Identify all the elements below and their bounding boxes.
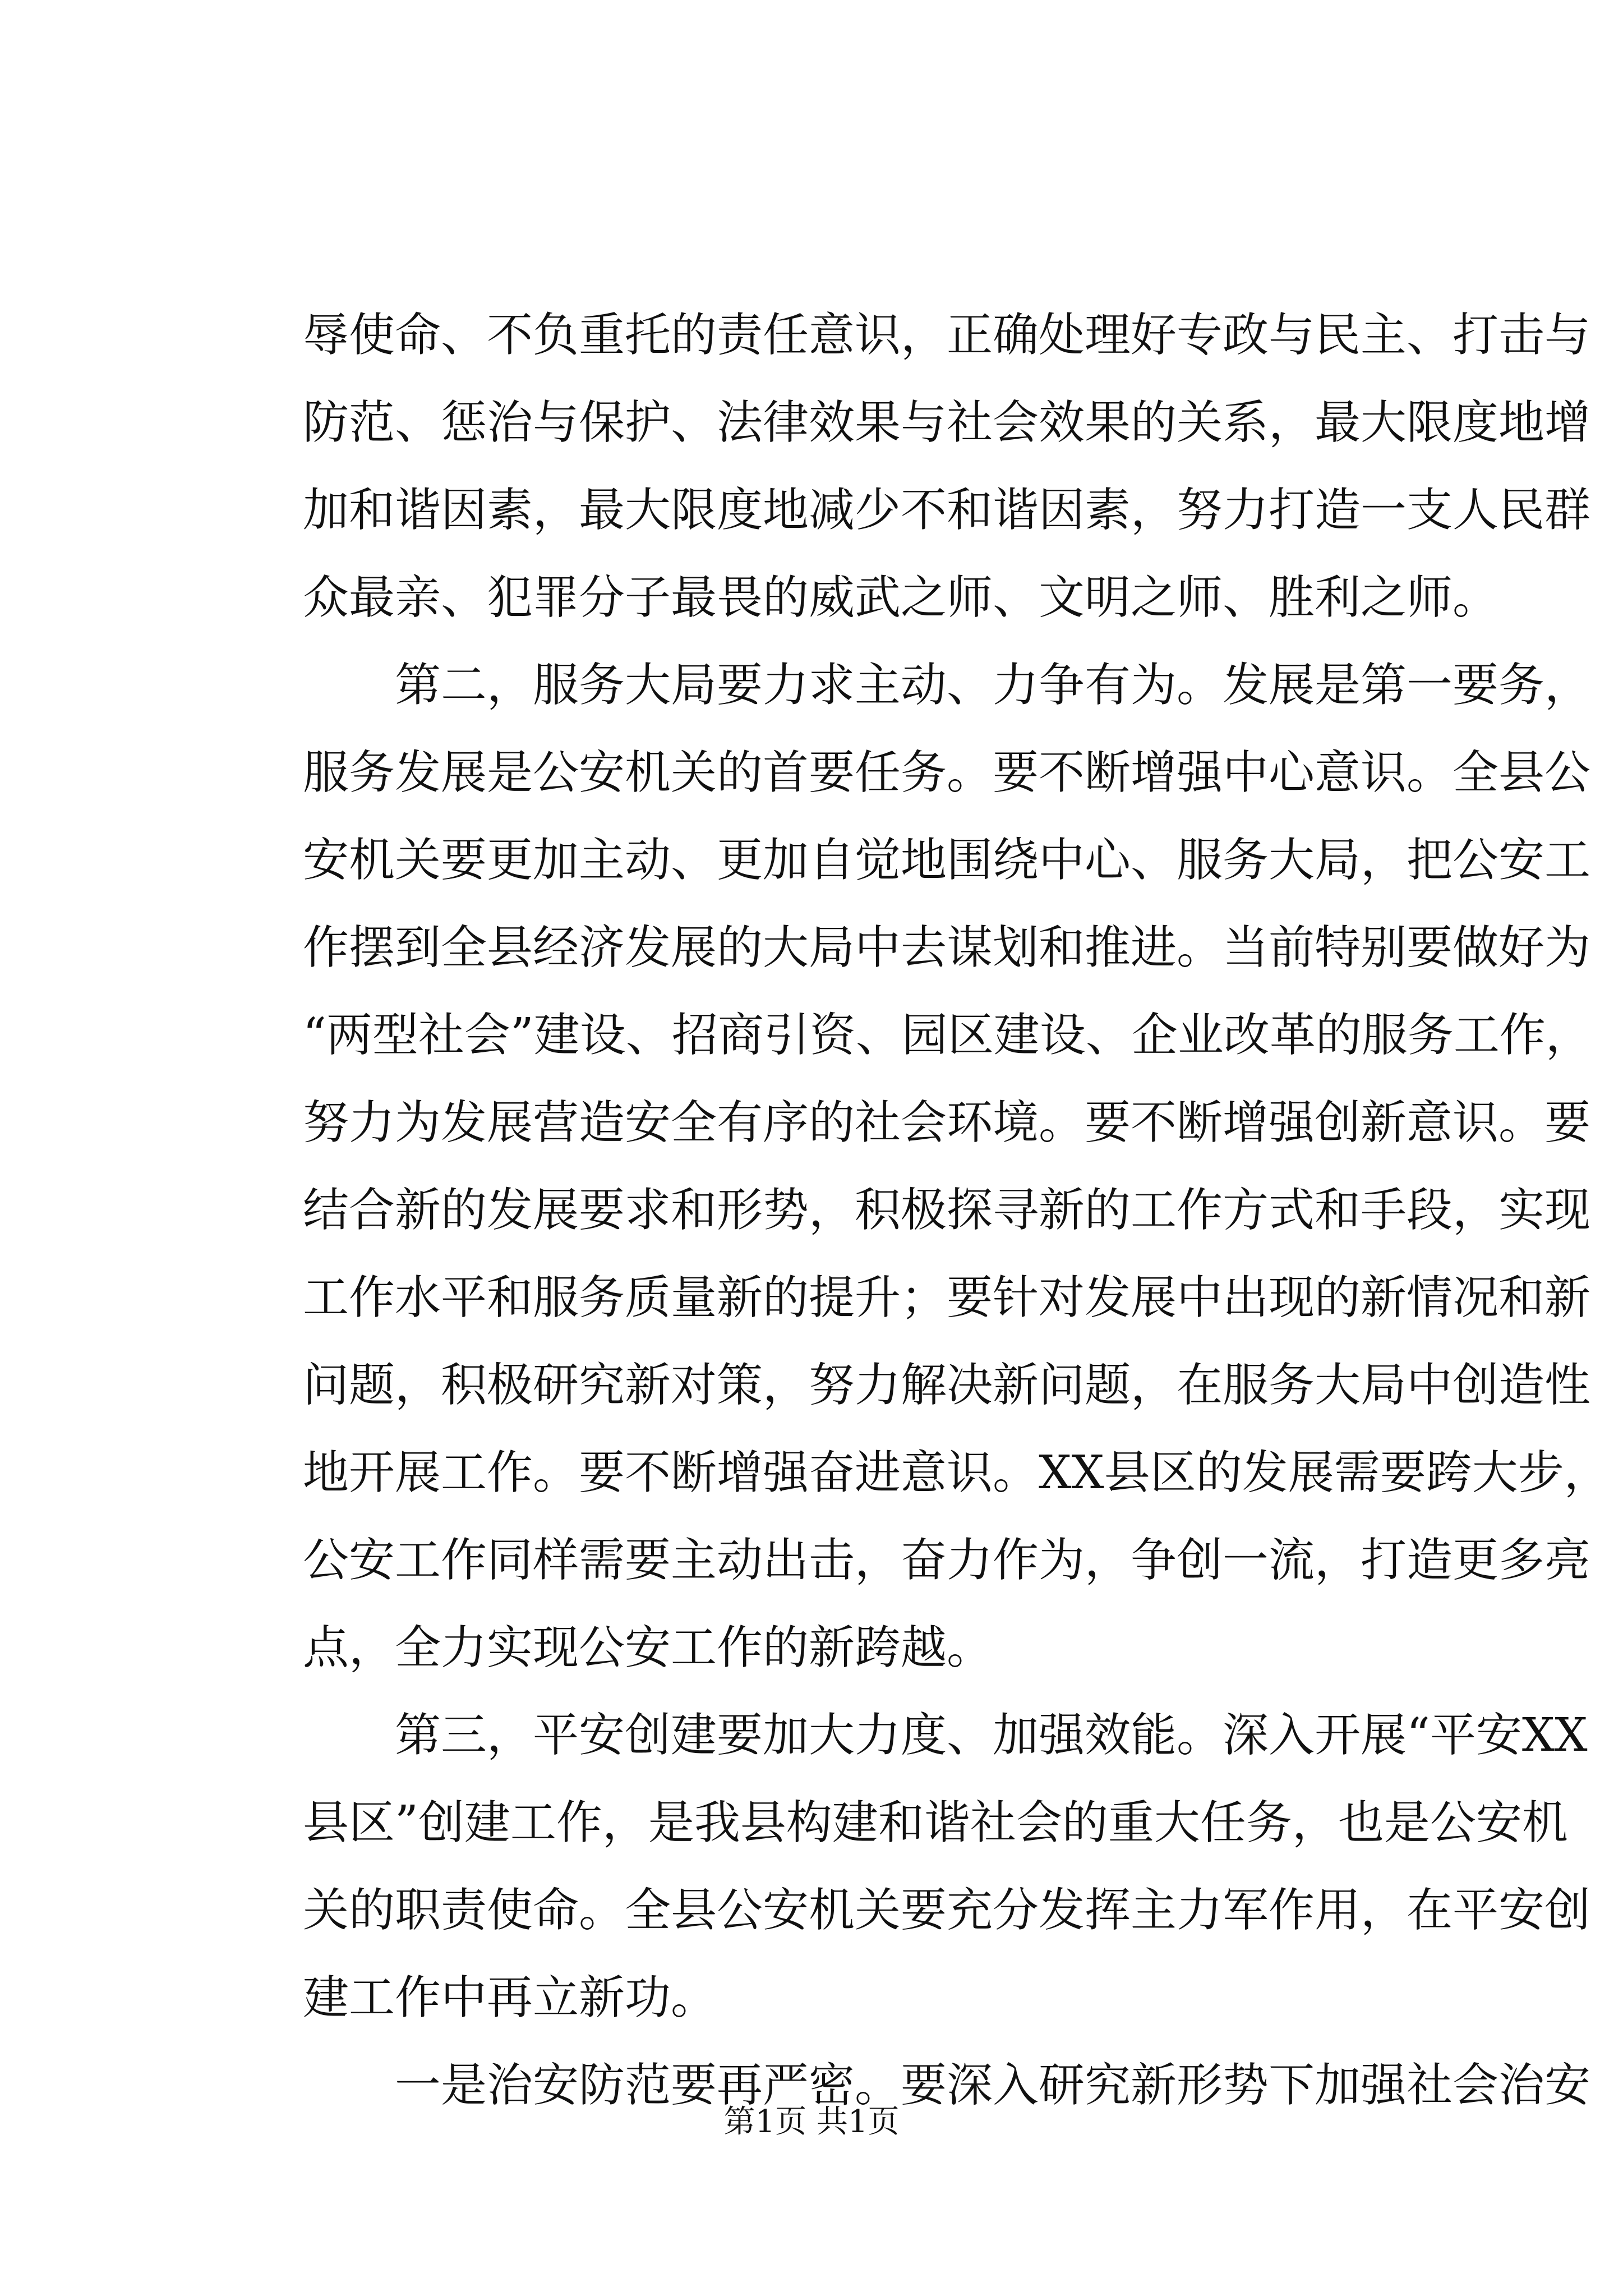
text-line: 一是治安防范要再严密。要深入研究新形势下加强社会治安 bbox=[395, 2059, 1591, 2112]
text-line: 第二，服务大局要力求主动、力争有为。发展是第一要务， bbox=[395, 659, 1591, 712]
text-line: “两型社会”建设、招商引资、园区建设、企业改革的服务工作， bbox=[303, 1009, 1592, 1062]
text-line: 工作水平和服务质量新的提升；要针对发展中出现的新情况和新 bbox=[303, 1271, 1591, 1324]
text-line: 加和谐因素，最大限度地减少不和谐因素，努力打造一支人民群 bbox=[303, 484, 1591, 537]
text-line: 地开展工作。要不断增强奋进意识。XX县区的发展需要跨大步， bbox=[303, 1446, 1610, 1499]
document-body bbox=[303, 292, 1610, 2129]
text-line: 公安工作同样需要主动出击，奋力作为，争创一流，打造更多亮 bbox=[303, 1534, 1591, 1587]
text-line: 第三，平安创建要加大力度、加强效能。深入开展“平安XX bbox=[395, 1709, 1588, 1762]
text-line: 众最亲、犯罪分子最畏的威武之师、文明之师、胜利之师。 bbox=[303, 571, 1499, 624]
text-line: 关的职责使命。全县公安机关要充分发挥主力军作用，在平安创 bbox=[303, 1884, 1591, 1937]
text-line: 作摆到全县经济发展的大局中去谋划和推进。当前特别要做好为 bbox=[303, 921, 1591, 974]
text-line: 努力为发展营造安全有序的社会环境。要不断增强创新意识。要 bbox=[303, 1096, 1591, 1149]
text-line: 安机关要更加主动、更加自觉地围绕中心、服务大局，把公安工 bbox=[303, 834, 1591, 887]
text-line: 结合新的发展要求和形势，积极探寻新的工作方式和手段，实现 bbox=[303, 1184, 1591, 1237]
text-line: 建工作中再立新功。 bbox=[303, 1971, 717, 2024]
page-footer: 第1页 共1页 bbox=[723, 2104, 900, 2140]
text-line: 服务发展是公安机关的首要任务。要不断增强中心意识。全县公 bbox=[303, 746, 1591, 799]
text-line: 问题，积极研究新对策，努力解决新问题，在服务大局中创造性 bbox=[303, 1359, 1591, 1412]
text-line: 防范、惩治与保护、法律效果与社会效果的关系，最大限度地增 bbox=[303, 396, 1591, 449]
text-line: 县区”创建工作，是我县构建和谐社会的重大任务，也是公安机 bbox=[303, 1796, 1568, 1849]
text-line: 点，全力实现公安工作的新跨越。 bbox=[303, 1621, 993, 1674]
text-line: 辱使命、不负重托的责任意识，正确处理好专政与民主、打击与 bbox=[303, 309, 1591, 362]
